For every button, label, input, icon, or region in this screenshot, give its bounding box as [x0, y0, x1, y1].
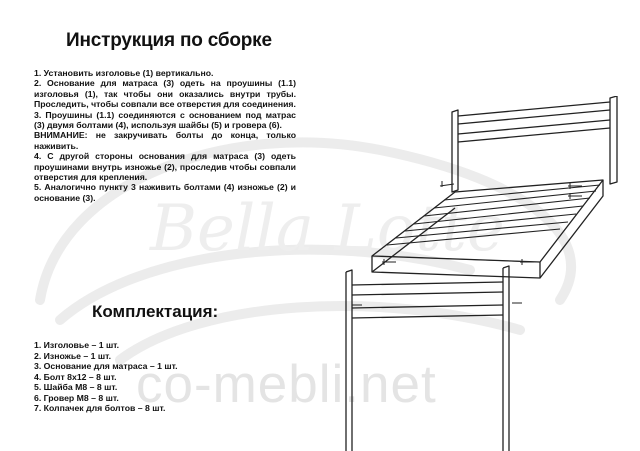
instruction-step: 2. Основание для матраса (3) одеть на проушины (1.1) изголовья (1), так чтобы они оказались внутри трубы. Проследить, чтобы совпали все отверстия для соединения.	[34, 78, 296, 110]
headboard-drawing	[452, 96, 617, 192]
brand-watermark-text: Bella Lotte	[150, 192, 505, 266]
assembly-instructions	[34, 68, 296, 203]
bed-slats-drawing	[387, 185, 600, 245]
site-watermark: co-mebli.net	[136, 355, 437, 414]
kit-item: 4. Болт 8х12 – 8 шт.	[34, 371, 117, 382]
instruction-step: 1. Установить изголовье (1) вертикально.	[34, 68, 214, 78]
instruction-warning: ВНИМАНИЕ: не закручивать болты до конца, только наживить.	[34, 130, 296, 151]
instruction-step: 5. Аналогично пункту 3 наживить болтами (4) изножье (2) и основание (3).	[34, 182, 296, 203]
bolt-drawings	[352, 181, 582, 305]
kit-title: Комплектация:	[92, 302, 219, 321]
kit-item: 5. Шайба М8 – 8 шт.	[34, 382, 118, 392]
kit-item: 3. Основание для матраса – 1 шт.	[34, 361, 178, 371]
footboard-drawing	[346, 266, 509, 451]
instruction-step: 4. С другой стороны основания для матраса (3) одеть проушинами внутрь изножье (2), проследив чтобы совпали отверстия для крепления.	[34, 151, 296, 183]
kit-item: 6. Гровер М8 – 8 шт.	[34, 392, 119, 403]
kit-item: 2. Изножье – 1 шт.	[34, 350, 112, 361]
kit-item: 7. Колпачек для болтов – 8 шт.	[34, 403, 166, 413]
page-title: Инструкция по сборке	[66, 30, 272, 51]
kit-item: 1. Изголовье – 1 шт.	[34, 340, 120, 350]
bed-assembly-diagram	[322, 96, 640, 451]
instruction-step: 3. Проушины (1.1) соединяются с основанием под матрас (3) двумя болтами (4), используя шайбы (5) и гровера (6).	[34, 109, 296, 131]
